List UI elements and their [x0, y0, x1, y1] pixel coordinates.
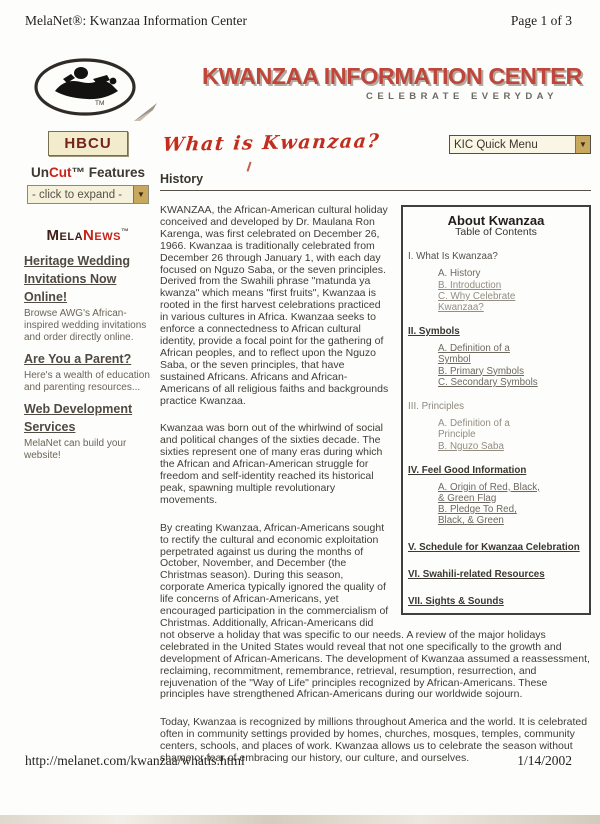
paragraph-history-2: Kwanzaa was born out of the whirlwind of social and political changes of the sixties decade. The sixties represent one of many eras during which the African and African-American struggle for freedom and self-identity reached its historical peak, spawning multiple revolutionary movements.: [160, 422, 383, 506]
toc-section-swahili: [408, 569, 584, 580]
print-header-title: MelaNet®: Kwanzaa Information Center: [25, 13, 248, 28]
logo-tm-text: TM: [95, 100, 105, 107]
toc-section-symbols: [408, 326, 584, 388]
are-you-a-parent-link[interactable]: Are You a Parent?: [24, 352, 132, 366]
toc-section-label: I. What Is Kwanzaa?: [408, 251, 498, 262]
uncut-features-heading: [24, 165, 152, 180]
melanet-logo[interactable]: [33, 57, 137, 119]
page-script-title: What is Kwanzaa?: [161, 130, 382, 156]
toc-link-definition-principle: A. Definition of a Principle: [438, 418, 510, 440]
print-header: [25, 13, 572, 29]
sidebar-item-webdev: [24, 400, 152, 462]
toc-link-origin-flag[interactable]: A. Origin of Red, Black, & Green Flag: [438, 481, 540, 504]
scan-artifact-corner: [133, 101, 159, 123]
uncut-part2: Cut: [48, 165, 72, 180]
toc-link-pledge[interactable]: B. Pledge To Red, Black, & Green: [438, 504, 517, 526]
site-title: KWANZAA INFORMATION CENTER: [202, 63, 582, 89]
toc-link-definition-symbol[interactable]: A. Definition of a Symbol: [438, 343, 510, 365]
are-you-a-parent-desc: Here's a wealth of education and parenting resources...: [24, 370, 150, 393]
toc-box: [401, 205, 591, 615]
scan-edge-artifact: [0, 815, 600, 824]
chevron-down-icon[interactable]: ▼: [575, 136, 590, 153]
toc-section-feel-good: [408, 465, 584, 527]
toc-section-sights-sounds: [408, 596, 584, 607]
sidebar: [24, 131, 152, 462]
melanews-part1: Mela: [46, 227, 84, 244]
toc-section-label[interactable]: II. Symbols: [408, 326, 460, 337]
paragraph-history-1: KWANZAA, the African-American cultural holiday conceived and developed by Dr. Maulana Ron Karenga, was first celebrated on December 26, 1966. Kwanzaa is traditionally celebrated from December 26 through January 1, with each day focused on Nguzo Saba, or the seven principles. Derived from the Swahili phrase "matunda ya kwanza" which means "first fruits", Kwanzaa is rooted in the first harvest celebrations practiced in various cultures in Africa. Kwanzaa seeks to enforce a connectedness to African cultural identity, provide a focal point for the gathering of African peoples, and to reflect upon the Nguzo Saba, or the seven principles, that have sustained Africans. Africans and African-Americans of all religious faiths and backgrounds practice Kwanzaa.: [160, 204, 389, 407]
uncut-part1: Un: [30, 165, 49, 180]
toc-section-principles: [408, 401, 584, 452]
sidebar-item-parent: [24, 350, 152, 394]
main-content: [160, 130, 591, 781]
paragraph-history-4: Today, Kwanzaa is recognized by millions throughout America and the world. It is celebrated often in community settings provided by homes, churches, mosques, temples, community centers, schools, and places of work. Kwanzaa allows us to celebrate the season without shame or fear of embracing our history, our culture, and ourselves.: [160, 716, 588, 765]
melanews-heading: [24, 227, 152, 244]
section-heading: History: [160, 172, 204, 186]
uncut-part3: ™ Features: [71, 165, 146, 180]
chevron-down-icon[interactable]: ▼: [133, 186, 148, 203]
toc-section-schedule: [408, 542, 584, 553]
toc-section-what-is-kwanzaa: [408, 251, 584, 313]
uncut-expand-dropdown[interactable]: [27, 185, 149, 204]
dropdown-value: - click to expand -: [32, 188, 123, 201]
print-footer: [25, 753, 572, 769]
toc-section-label: III. Principles: [408, 401, 465, 412]
toc-link-swahili-resources[interactable]: VI. Swahili-related Resources: [408, 569, 545, 580]
web-development-desc: MelaNet can build your website!: [24, 438, 127, 461]
toc-link-nguzo-saba[interactable]: B. Nguzo Saba: [438, 440, 504, 452]
toc-link-schedule[interactable]: V. Schedule for Kwanzaa Celebration: [408, 542, 580, 553]
heritage-wedding-desc: Browse AWG's African-inspired wedding invitations and order directly online.: [24, 308, 147, 343]
toc-link-history: A. History: [438, 268, 481, 279]
heritage-wedding-link[interactable]: Heritage Wedding Invitations Now Online!: [24, 254, 131, 304]
site-tagline: CELEBRATE EVERYDAY: [365, 91, 558, 102]
toc-section-label[interactable]: IV. Feel Good Information: [408, 464, 527, 476]
sidebar-item-heritage-wedding: [24, 252, 152, 344]
toc-link-introduction[interactable]: B. Introduction: [438, 279, 502, 291]
melanews-part2: News: [83, 227, 121, 244]
banner-title-block: [202, 63, 582, 102]
toc-link-sights-sounds[interactable]: VII. Sights & Sounds: [408, 596, 504, 607]
print-header-page-number: Page 1 of 3: [510, 13, 572, 28]
melanet-logo-icon: [33, 57, 137, 119]
quick-menu-value: KIC Quick Menu: [454, 138, 538, 151]
web-development-link[interactable]: Web Development Services: [24, 402, 133, 434]
toc-link-primary-symbols[interactable]: B. Primary Symbols: [438, 365, 525, 377]
toc-link-why-celebrate[interactable]: C. Why Celebrate Kwanzaa?: [438, 291, 516, 313]
toc-subtitle: Table of Contents: [455, 226, 537, 238]
toc-link-secondary-symbols[interactable]: C. Secondary Symbols: [438, 377, 538, 388]
kic-quick-menu-dropdown[interactable]: [449, 135, 591, 154]
section-divider: [160, 190, 591, 191]
print-footer-url: http://melanet.com/kwanzaa/whatis.html: [25, 753, 245, 768]
melanews-tm: ™: [120, 227, 130, 236]
print-footer-date: 1/14/2002: [517, 753, 572, 768]
article-body: [160, 205, 591, 765]
main-header-row: [160, 130, 591, 160]
paragraph-history-3: By creating Kwanzaa, African-Americans sought to rectify the cultural and economic exploitation perpetrated against us during the months of October, November, and December (the Christmas season). During this season, corporate America typically ignored the quality of life concerns of African-Americans, yet encouraged participation in the commercialism of Christmas. Additionally, African-Americans did not observe a holiday that was specific to our needs. A review of the major holidays celebrated in the United States would reveal that not one specifically to the growth and development of African-Americans. The development of Kwanzaa assumed a reassessment, reclaiming, recommitment, remembrance, retrieval, resumption, resurrection, and rejuvenation of the "Way of Life" principles recognized by African-Americans. These principles have strengthened African-Americans during our worldwide sojourn.: [160, 521, 590, 701]
hbcu-button[interactable]: HBCU: [48, 131, 128, 156]
toc-title: About Kwanzaa: [447, 213, 545, 228]
